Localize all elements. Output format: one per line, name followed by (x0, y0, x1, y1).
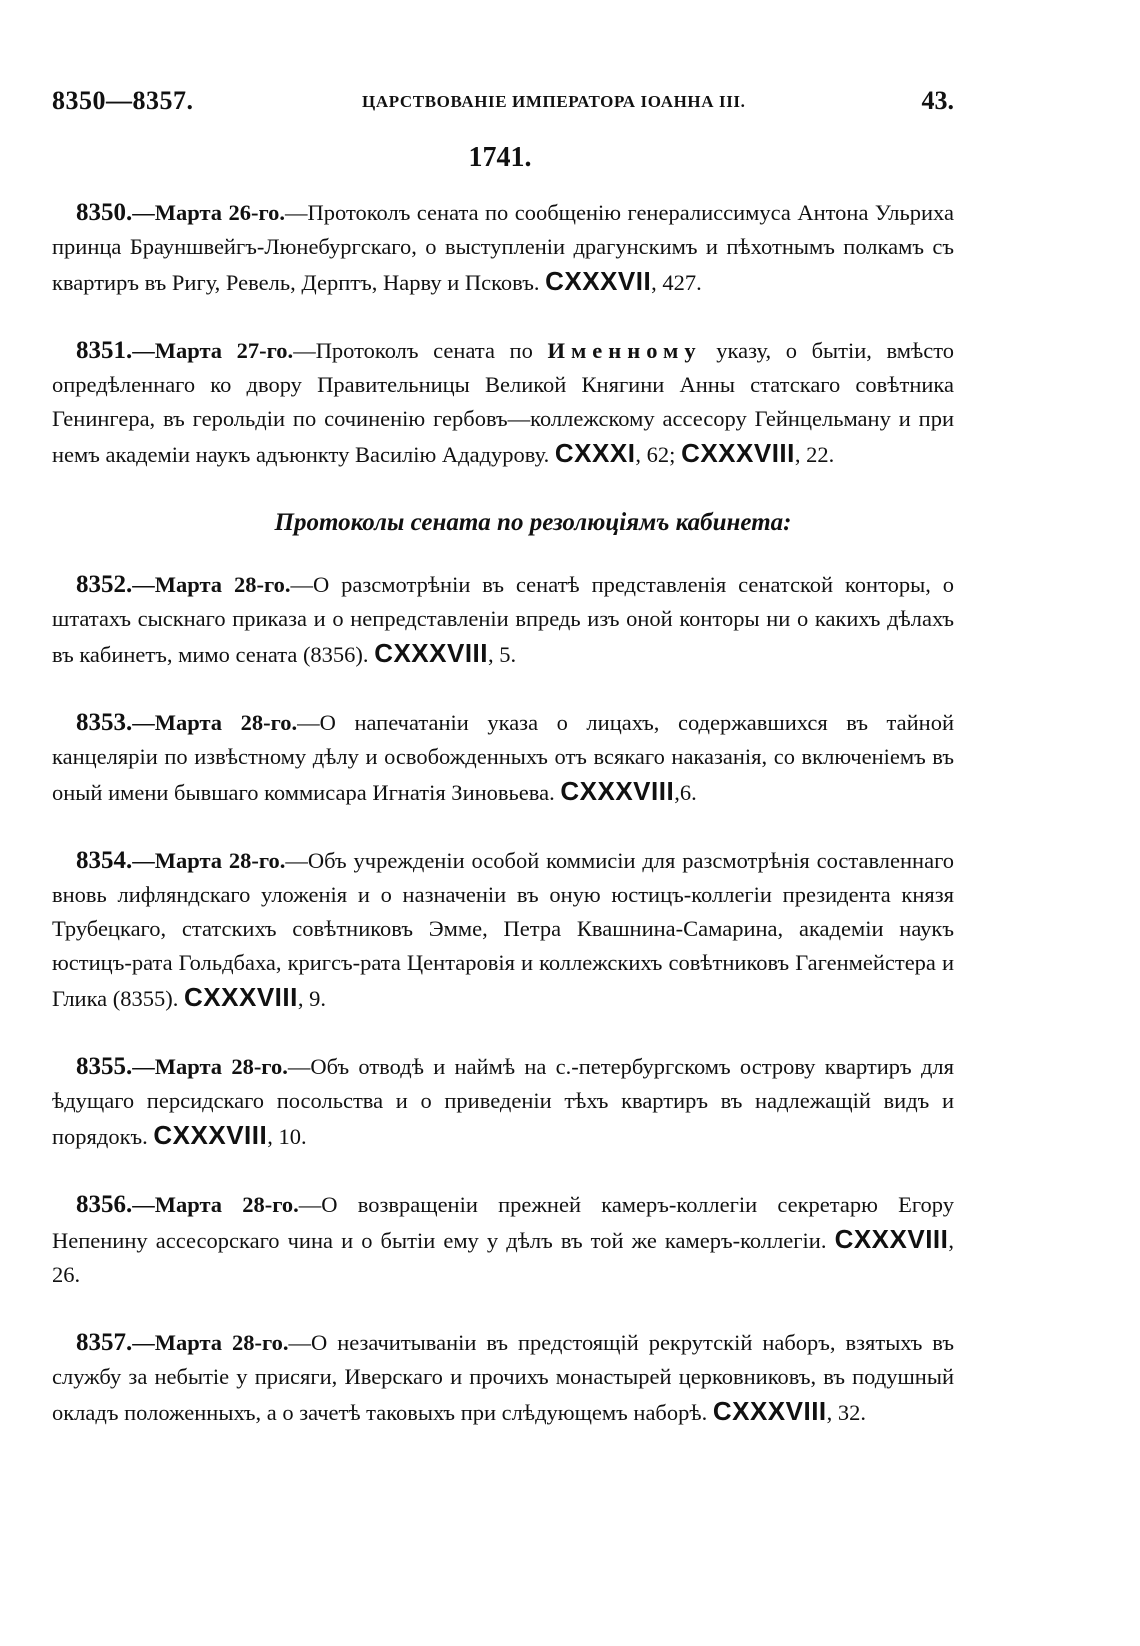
entry-8353 (52, 706, 954, 810)
ref-page: , 427. (651, 270, 702, 295)
entry-date: —Марта 28-го. (132, 1192, 299, 1217)
entry-8357 (52, 1326, 954, 1430)
entry-date: —Марта 26-го. (132, 200, 285, 225)
ref-page: , 26. (52, 1228, 955, 1287)
entry-text: —О возвращеніи прежней камеръ-коллегіи секретарю Егору Непенину ассесорскаго чина и о бытіи ему у дѣлъ въ той же камеръ-коллегіи. (52, 1192, 955, 1253)
entry-text: —О незачитываніи въ предстоящій рекрутскій наборъ, взятыхъ въ службу за небытіе у присяги, Иверскаго и прочихъ монастырей церковниковъ, въ подушный окладъ положенныхъ, а о зачетѣ таковыхъ при слѣдующемъ наборѣ. (52, 1330, 954, 1425)
entry-number: 8351. (76, 337, 133, 364)
entry-text: —Объ учрежденіи особой коммисіи для разсмотрѣнія составленнаго вновь лифляндскаго уложенія и о назначеніи въ оную юстицъ-коллегіи президента князя Трубецкаго, статскихъ совѣтниковъ Эмме, Петра Квашнина-Самарина, академіи наукъ юстицъ-рата Гольдбаха, кригсъ-рата Центаровія и коллежскихъ совѣтниковъ Гагенмейстера и Глика (8355). (52, 848, 954, 1011)
text-block (52, 196, 954, 1464)
ref-page: , 9. (297, 986, 326, 1011)
entry-text: —Протоколъ сената по сообщенію генералиссимуса Антона Ульриха принца Брауншвейгъ-Люнебургскаго, о выступленіи драгунскимъ и пѣхотнымъ полкамъ съ квартиръ въ Ригу, Ревель, Дерптъ, Нарву и Псковъ. (52, 200, 954, 295)
entry-8355 (52, 1050, 954, 1154)
ref-page: , 22. (794, 442, 835, 467)
entry-text: —Объ отводѣ и наймѣ на с.-петербургскомъ острову квартиръ для ѣдущаго персидскаго посольства и о приведеніи тѣхъ квартиръ въ надлежащій видъ и порядокъ. (52, 1054, 954, 1149)
volume-ref: CXXXVII (545, 266, 652, 296)
year-heading: 1741. (468, 142, 532, 173)
entry-text: указу, о бытіи, вмѣсто опредѣленнаго ко двору Правительницы Великой Княгини Анны статскаго совѣтника Генингера, въ герольдіи по сочиненію гербовъ—коллежскому ассесору Гейнцельману и при немъ академіи наукъ адъюнкту Василію Ададурову. (52, 338, 955, 467)
volume-ref: CXXXVIII (834, 1224, 949, 1254)
entry-8356 (52, 1188, 954, 1292)
entry-date: —Марта 28-го. (132, 572, 291, 597)
ref-page: , 62; (635, 442, 682, 467)
entry-text: —О напечатаніи указа о лицахъ, содержавшихся въ тайной канцеляріи по извѣстному дѣлу и освобожденныхъ отъ всякаго наказанія, со включеніемъ въ оный имени бывшаго коммисара Игнатія Зиновьева. (52, 710, 954, 805)
volume-ref: CXXXI (554, 438, 636, 468)
page-number: 43. (921, 86, 954, 115)
entry-number: 8350. (76, 199, 133, 226)
ref-page: , 10. (267, 1124, 307, 1149)
entry-date: —Марта 28-го. (132, 710, 298, 735)
volume-ref: CXXXVIII (153, 1120, 268, 1150)
spaced-word: Именному (547, 338, 702, 363)
volume-ref: CXXXVIII (560, 776, 675, 806)
entry-number: 8354. (76, 847, 133, 874)
running-title: ЦАРСТВОВАНІЕ ИМПЕРАТОРА ІОАННА III. (362, 92, 746, 111)
volume-ref: CXXXVIII (374, 638, 489, 668)
entry-date: —Марта 28-го. (132, 1054, 288, 1079)
entry-8350 (52, 196, 954, 300)
ref-page: , 5. (488, 642, 517, 667)
section-heading: Протоколы сената по резолюціямъ кабинета: (274, 509, 792, 536)
entry-8352 (52, 568, 954, 672)
entry-8351 (52, 334, 954, 472)
entry-text: —Протоколъ сената по (293, 338, 548, 363)
entry-date: —Марта 27-го. (132, 338, 294, 363)
entry-number: 8355. (76, 1053, 133, 1080)
entry-range: 8350—8357. (52, 86, 194, 115)
entry-number: 8357. (76, 1329, 133, 1356)
entry-number: 8353. (76, 709, 133, 736)
entry-date: —Марта 28-го. (132, 848, 286, 873)
entry-8354 (52, 844, 954, 1016)
entry-text: —О разсмотрѣніи въ сенатѣ представленія сенатской конторы, о штатахъ сыскнаго приказа и о непредставленіи впредь изъ оной конторы ни о какихъ дѣлахъ въ кабинетъ, мимо сената (8356). (52, 572, 954, 667)
running-head (52, 86, 954, 120)
entry-number: 8352. (76, 571, 133, 598)
ref-page: ,6. (674, 780, 697, 805)
volume-ref: CXXXVIII (184, 982, 298, 1012)
ref-page: , 32. (826, 1400, 867, 1425)
entry-date: —Марта 28-го. (132, 1330, 289, 1355)
entry-number: 8356. (76, 1191, 133, 1218)
volume-ref: CXXXVIII (681, 438, 795, 468)
volume-ref: CXXXVIII (712, 1396, 827, 1426)
